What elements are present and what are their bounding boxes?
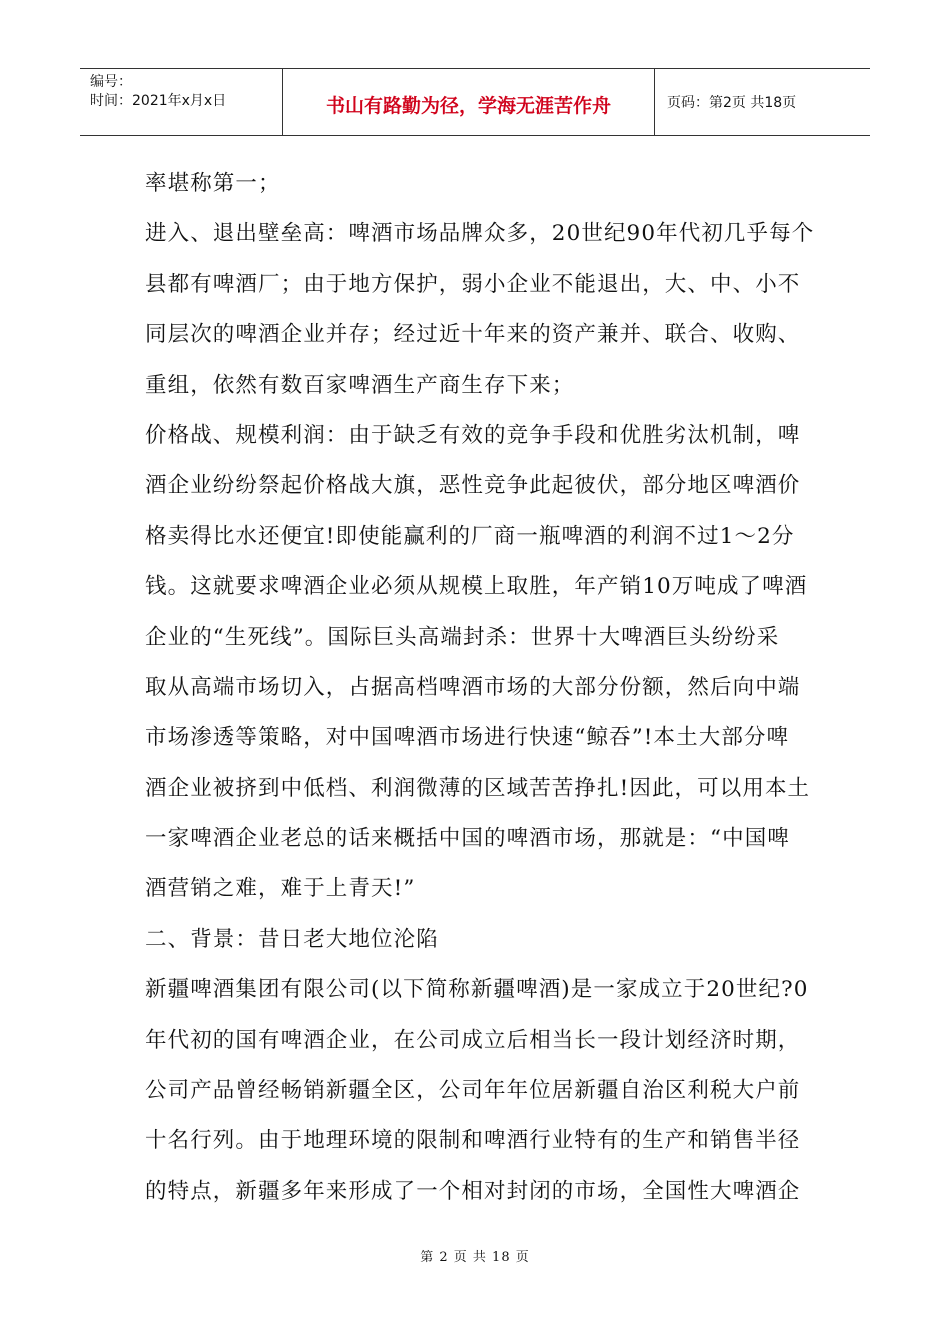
body-line: 同层次的啤酒企业并存；经过近十年来的资产兼并、联合、收购、: [145, 322, 801, 348]
body-line: 酒企业被挤到中低档、利润微薄的区域苦苦挣扎!因此，可以用本土: [145, 775, 811, 801]
body-line: 格卖得比水还便宜!即使能赢利的厂商一瓶啤酒的利润不过1～2分: [145, 523, 795, 549]
body-line: 重组，依然有数百家啤酒生产商生存下来；: [145, 372, 575, 398]
body-line: 公司产品曾经畅销新疆全区，公司年年位居新疆自治区利税大户前: [145, 1078, 801, 1104]
body-line: 市场渗透等策略，对中国啤酒市场进行快速“鲸吞”!本土大部分啤: [145, 725, 790, 751]
body-line: 一家啤酒企业老总的话来概括中国的啤酒市场，那就是：“中国啤: [145, 826, 790, 852]
document-body: [145, 159, 815, 1217]
header-meta: [80, 69, 283, 135]
body-line: 酒企业纷纷祭起价格战大旗，恶性竞争此起彼伏，部分地区啤酒价: [145, 473, 801, 499]
page-footer: 第 2 页 共 18 页: [420, 1250, 530, 1265]
body-line: 新疆啤酒集团有限公司(以下简称新疆啤酒)是一家成立于20世纪?0: [145, 977, 809, 1003]
body-line: 年代初的国有啤酒企业，在公司成立后相当长一段计划经济时期，: [145, 1027, 801, 1053]
body-line: 十名行列。由于地理环境的限制和啤酒行业特有的生产和销售半径: [145, 1128, 801, 1154]
section-heading: 二、背景：昔日老大地位沦陷: [145, 926, 439, 952]
time-label: 时间：2021年x月x日: [90, 93, 227, 109]
body-line: 县都有啤酒厂；由于地方保护，弱小企业不能退出，大、中、小不: [145, 271, 801, 297]
body-line: 酒营销之难，难于上青天!”: [145, 876, 416, 902]
body-line: 取从高端市场切入，占据高档啤酒市场的大部分份额，然后向中端: [145, 674, 801, 700]
header-page-info: 页码：第2页 共18页: [667, 95, 797, 111]
header-motto: 书山有路勤为径，学海无涯苦作舟: [283, 69, 655, 135]
body-line: 价格战、规模利润：由于缺乏有效的竞争手段和优胜劣汰机制，啤: [145, 422, 801, 448]
body-line: 企业的“生死线”。国际巨头高端封杀：世界十大啤酒巨头纷纷采: [145, 624, 780, 650]
body-line: 率堪称第一；: [145, 171, 281, 196]
body-line: 进入、退出壁垒高：啤酒市场品牌众多，20世纪90年代初几乎每个: [145, 221, 815, 247]
page-header: [80, 68, 870, 136]
body-line: 钱。这就要求啤酒企业必须从规模上取胜，年产销10万吨成了啤酒: [145, 574, 808, 600]
number-label: 编号：: [90, 74, 132, 90]
body-line: 的特点，新疆多年来形成了一个相对封闭的市场，全国性大啤酒企: [145, 1178, 801, 1204]
